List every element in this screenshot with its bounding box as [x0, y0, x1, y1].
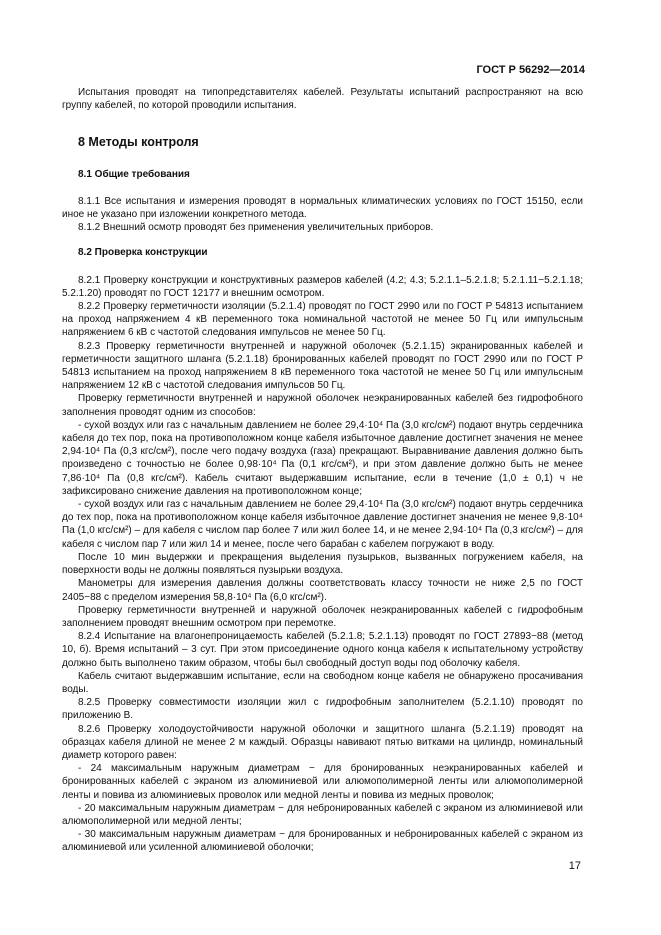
paragraph: Манометры для измерения давления должны соответствовать классу точности не ниже 2,5 по ГОСТ 2405−88 с пределом измерения 58,8·10⁴ Па (6,0 кгс/см²). [62, 578, 583, 603]
paragraph: Проверку герметичности внутренней и наружной оболочек неэкранированных кабелей без гидрофобного заполнения проводят одним из способов: [62, 393, 583, 418]
document-header: ГОСТ Р 56292—2014 [476, 64, 585, 76]
paragraph: Проверку герметичности внутренней и наружной оболочек неэкранированных кабелей с гидрофобным заполнением проводят внешним осмотром при перемотке. [62, 604, 583, 629]
paragraph: Испытания проводят на типопредставителях кабелей. Результаты испытаний распространяют на всю группу кабелей, по которой проводили испытания. [62, 87, 583, 112]
paragraph: 8.2.5 Проверку совместимости изоляции жил с гидрофобным заполнителем (5.2.1.10) проводят по приложению В. [62, 697, 583, 722]
paragraph: - сухой воздух или газ с начальным давлением не более 29,4·10⁴ Па (3,0 кгс/см²) подают внутрь сердечника до тех пор, пока на противоположном конце кабеля избыточное давление достигнет значения не менее 9,8·10⁴ Па (1,0 кгс/см²) – для кабеля с числом пар более 7 или жил более 14, и не менее 2,94·10⁴ Па (0,3 кгс/см²) – для кабеля с числом пар 7 или жил 14 и менее, после чего барабан с кабелем погружают в воду. [62, 499, 583, 550]
paragraph: 8.2.2 Проверку герметичности изоляции (5.2.1.4) проводят по ГОСТ 2990 или по ГОСТ Р 54813 испытанием на проход напряжением 4 кВ переменного тока номинальной частотой не менее 50 Гц или импульсным напряжением 6 кВ с частотой следования импульсов не менее 50 Гц. [62, 301, 583, 339]
document-body [62, 86, 583, 855]
paragraph: 8.2.4 Испытание на влагонепроницаемость кабелей (5.2.1.8; 5.2.1.13) проводят по ГОСТ 27893−88 (метод 10, б). Время испытаний – 3 сут. При этом присоединение одного конца кабеля к испытательному устройству должно быть выполнено таким образом, чтобы был свободный доступ воды под оболочку кабеля. [62, 631, 583, 669]
subsection-heading: 8.2 Проверка конструкции [78, 247, 208, 259]
paragraph: Кабель считают выдержавшим испытание, если на свободном конце кабеля не обнаружено просачивания воды. [62, 670, 583, 695]
paragraph: 8.2.3 Проверку герметичности внутренней и наружной оболочек (5.2.1.15) экранированных кабелей и герметичности защитного шланга (5.2.1.18) бронированных кабелей проводят по ГОСТ 2990 или по ГОСТ Р 54813 испытанием на проход напряжением 8 кВ переменного тока частотой не менее 50 Гц или импульсным напряжением 12 кВ с частотой следования импульсов 50 Гц. [62, 340, 583, 392]
paragraph: 8.1.1 Все испытания и измерения проводят в нормальных климатических условиях по ГОСТ 15150, если иное не указано при изложении конкретного метода. [62, 195, 583, 221]
paragraph: 8.2.1 Проверку конструкции и конструктивных размеров кабелей (4.2; 4.3; 5.2.1.1–5.2.1.8; 5.2.1.11−5.2.1.18; 5.2.1.20) проводят по ГОСТ 12177 и внешним осмотром. [62, 274, 583, 299]
paragraph: - 30 максимальным наружным диаметрам − для бронированных и небронированных кабелей с экраном из алюминиевой или усиленной алюминиевой оболочки; [62, 829, 583, 854]
paragraph: После 10 мин выдержки и прекращения выделения пузырьков, вызванных погружением кабеля, на поверхности воды не должны появляться пузырьки воздуха. [62, 551, 583, 577]
paragraph: 8.2.6 Проверку холодоустойчивости наружной оболочки и защитного шланга (5.2.1.19) проводят на образцах кабеля длиной не менее 2 м каждый. Образцы навивают пятью витками на цилиндр, номинальный диаметр которого равен: [62, 723, 583, 761]
page-number: 17 [568, 860, 581, 872]
paragraph: - сухой воздух или газ с начальным давлением не более 29,4·10⁴ Па (3,0 кгс/см²) подают внутрь сердечника кабеля до тех пор, пока на противоположном конце кабеля избыточное давление достигнет значения не менее 2,94·10⁴ Па (0,3 кгс/см²), после чего подачу воздуха (газа) прекращают. Выравнивание давления должно быть произведено с точностью не более 0,98·10⁴ Па (0,1 кгс/см²), и при этом давление должно быть не менее 7,86·10⁴ Па (0,8 кгс/см²). Кабель считают выдержавшим испытание, если в течение (1,0 ± 0,1) ч не зафиксировано снижение давления на противоположном конце; [62, 419, 583, 497]
paragraph: - 20 максимальным наружным диаметрам − для небронированных кабелей с экраном из алюминиевой или алюмополимерной или медной ленты; [62, 802, 583, 827]
section-heading: 8 Методы контроля [78, 135, 199, 150]
spacer [62, 234, 583, 246]
paragraph: 8.1.2 Внешний осмотр проводят без применения увеличительных приборов. [78, 222, 434, 234]
paragraph: - 24 максимальным наружным диаметрам − для бронированных неэкранированных кабелей и бронированных кабелей с экраном из алюминиевой или алюмополимерной ленты или алюмополимерной ленты и повива из алюминиевых проволок или медной ленты и повива из медных проволок; [62, 763, 583, 801]
subsection-heading: 8.1 Общие требования [78, 168, 190, 180]
